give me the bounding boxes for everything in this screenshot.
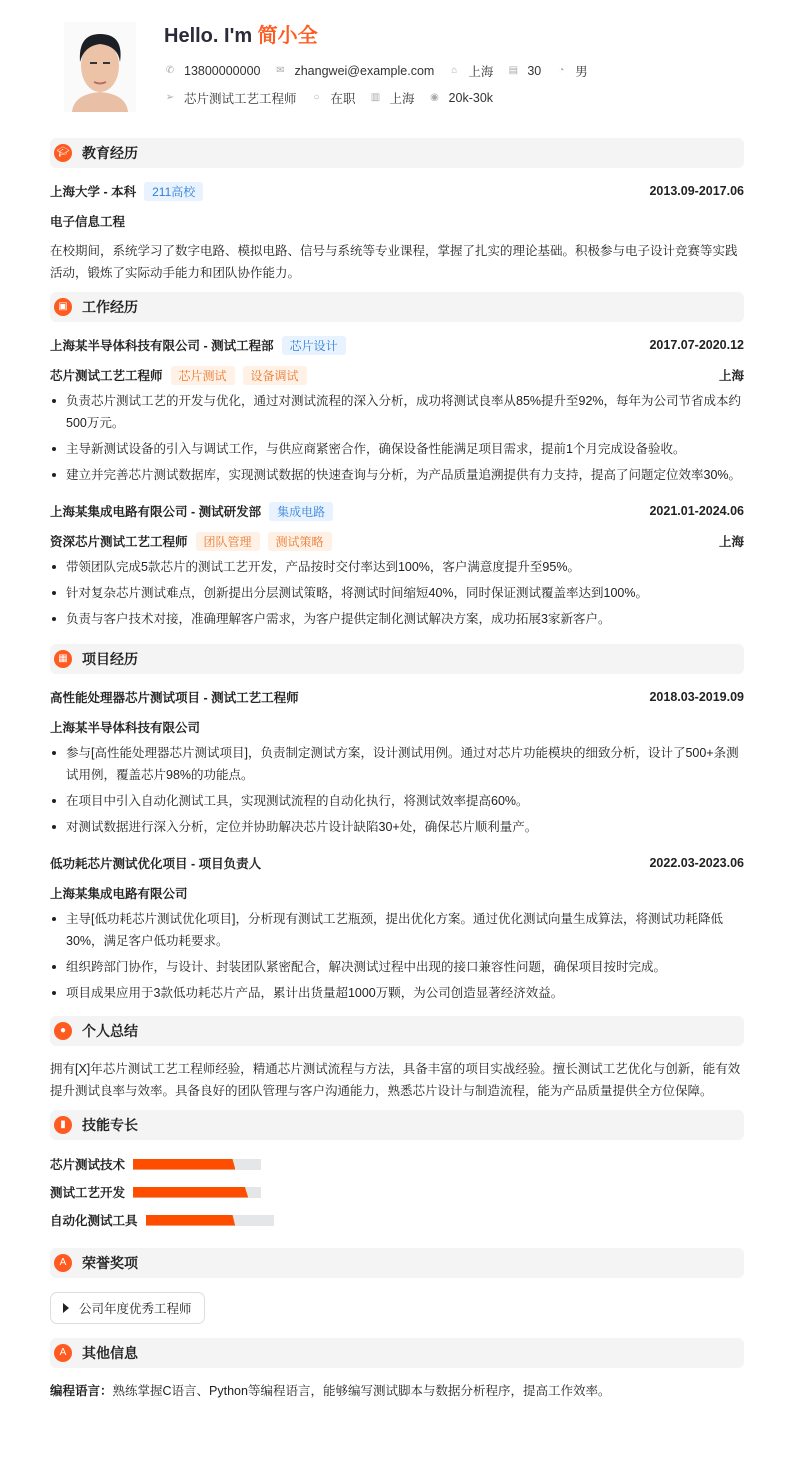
company-tag: 集成电路: [269, 502, 333, 521]
list-item: 参与[高性能处理器芯片测试项目]，负责制定测试方案，设计测试用例。通过对芯片功能模块的细致分析，设计了500+条测试用例，覆盖芯片98%的功能点。: [50, 742, 744, 786]
avatar: [64, 22, 136, 112]
greeting-heading: Hello. I'm 简小全: [164, 25, 318, 47]
status-icon: ○: [313, 92, 320, 103]
list-item: 针对复杂芯片测试难点，创新提出分层测试策略，将测试时间缩短40%，同时保证测试覆盖率达到100%。: [50, 582, 744, 604]
list-item: 对测试数据进行深入分析，定位并协助解决芯片设计缺陷30+处，确保芯片顺利量产。: [50, 816, 744, 838]
skill-bar: [133, 1159, 261, 1170]
section-summary: ● 个人总结: [50, 1016, 744, 1046]
status: 在职: [330, 92, 356, 106]
project-entry: [50, 682, 744, 838]
user-icon: ●: [54, 1022, 72, 1040]
edu-desc: 在校期间，系统学习了数字电路、模拟电路、信号与系统等专业课程，掌握了扎实的理论基础。积极参与电子设计竞赛等实践活动，锻炼了实际动手能力和团队协作能力。: [50, 244, 738, 280]
role-tag: 设备调试: [243, 366, 307, 385]
mail-icon: ✉: [276, 65, 285, 76]
school: 上海大学 - 本科: [50, 185, 137, 199]
award-icon: A: [54, 1254, 72, 1272]
skill-name: 芯片测试技术: [50, 1158, 126, 1172]
project-date: 2022.03-2023.06: [649, 856, 744, 870]
school-tag: 211高校: [144, 182, 203, 201]
role-tag: 团队管理: [196, 532, 260, 551]
skill-bar-fill: [133, 1187, 248, 1198]
company-tag: 芯片设计: [282, 336, 346, 355]
age: 30: [527, 64, 542, 78]
list-item: 负责芯片测试工艺的开发与优化，通过对测试流程的深入分析，成功将测试良率从85%提升至92%，每年为公司节省成本约500万元。: [50, 390, 744, 434]
role: 芯片测试工艺工程师: [50, 369, 163, 383]
job-intent-row: [164, 89, 507, 107]
work-city: 上海: [718, 369, 744, 383]
skill-item: [50, 1178, 403, 1206]
candidate-name: 简小全: [257, 25, 318, 47]
major: 电子信息工程: [50, 215, 126, 229]
work-city: 上海: [389, 92, 415, 106]
salary-icon: ◉: [430, 92, 439, 103]
work-date: 2021.01-2024.06: [649, 504, 744, 518]
skill-name: 自动化测试工具: [50, 1214, 138, 1228]
list-item: 带领团队完成5款芯片的测试工艺开发，产品按时交付率达到100%，客户满意度提升至95%。: [50, 556, 744, 578]
project-company: 上海某集成电路有限公司: [50, 887, 188, 901]
list-item: 主导新测试设备的引入与调试工作，与供应商紧密合作，确保设备性能满足项目需求，提前1个月完成设备验收。: [50, 438, 744, 460]
company: 上海某集成电路有限公司 - 测试研发部: [50, 505, 262, 519]
gender: 男: [575, 65, 588, 79]
project-entry: [50, 848, 744, 1004]
position: 芯片测试工艺工程师: [184, 92, 297, 106]
award-item[interactable]: 公司年度优秀工程师: [50, 1292, 205, 1324]
building-icon: ▥: [370, 92, 381, 103]
project-name: 低功耗芯片测试优化项目 - 项目负责人: [50, 857, 262, 871]
cake-icon: ▤: [508, 65, 519, 76]
phone: 13800000000: [184, 64, 261, 78]
info-icon: A: [54, 1344, 72, 1362]
summary-text: 拥有[X]年芯片测试工艺工程师经验，精通芯片测试流程与方法，具备丰富的项目实战经验。擅长测试工艺优化与创新，能有效提升测试良率与效率。具备良好的团队管理与客户沟通能力，熟悉芯片设计与制造流程，能为产品质量提供全方位保障。: [50, 1062, 741, 1098]
briefcase-icon: ▣: [54, 298, 72, 316]
project-company: 上海某半导体科技有限公司: [50, 721, 201, 735]
caret-right-icon: [63, 1303, 69, 1313]
send-icon: ➢: [165, 92, 175, 103]
list-item: 项目成果应用于3款低功耗芯片产品，累计出货量超1000万颗，为公司创造显著经济效益。: [50, 982, 744, 1004]
skill-item: [50, 1206, 403, 1234]
section-projects: ▦ 项目经历: [50, 644, 744, 674]
company: 上海某半导体科技有限公司 - 测试工程部: [50, 339, 274, 353]
email: zhangwei@example.com: [294, 64, 435, 78]
resume-header: [50, 0, 744, 130]
graduation-cap-icon: 🎓︎: [54, 144, 72, 162]
edu-date: 2013.09-2017.06: [649, 184, 744, 198]
section-skills: ▮ 技能专长: [50, 1110, 744, 1140]
skill-bar-fill: [146, 1215, 236, 1226]
work-entry: [50, 496, 744, 630]
project-date: 2018.03-2019.09: [649, 690, 744, 704]
role-tag: 测试策略: [268, 532, 332, 551]
other-info: 编程语言：熟练掌握C语言、Python等编程语言，能够编写测试脚本与数据分析程序，提高工作效率。: [50, 1384, 611, 1398]
list-item: 在项目中引入自动化测试工具，实现测试流程的自动化执行，将测试效率提高60%。: [50, 790, 744, 812]
list-item: 主导[低功耗芯片测试优化项目]，分析现有测试工艺瓶颈，提出优化方案。通过优化测试向量生成算法，将测试功耗降低30%，满足客户低功耗要求。: [50, 908, 744, 952]
list-item: 负责与客户技术对接，准确理解客户需求，为客户提供定制化测试解决方案，成功拓展3家新客户。: [50, 608, 744, 630]
skill-bar-fill: [133, 1159, 235, 1170]
role-tag: 芯片测试: [171, 366, 235, 385]
skill-bar: [133, 1187, 261, 1198]
phone-icon: ✆: [165, 65, 175, 76]
salary: 20k-30k: [448, 91, 494, 105]
project-name: 高性能处理器芯片测试项目 - 测试工艺工程师: [50, 691, 299, 705]
work-city: 上海: [718, 535, 744, 549]
skill-item: [50, 1150, 403, 1178]
skill-bar: [146, 1215, 274, 1226]
section-education: 🎓︎ 教育经历: [50, 138, 744, 168]
work-entry: [50, 330, 744, 486]
bar-chart-icon: ▮: [54, 1116, 72, 1134]
grid-icon: ▦: [54, 650, 72, 668]
contact-row: [164, 62, 602, 80]
role: 资深芯片测试工艺工程师: [50, 535, 188, 549]
list-item: 组织跨部门协作，与设计、封装团队紧密配合，解决测试过程中出现的接口兼容性问题，确保项目按时完成。: [50, 956, 744, 978]
section-work: ▣ 工作经历: [50, 292, 744, 322]
skill-name: 测试工艺开发: [50, 1186, 126, 1200]
list-item: 建立并完善芯片测试数据库，实现测试数据的快速查询与分析，为产品质量追溯提供有力支持，提高了问题定位效率30%。: [50, 464, 744, 486]
work-date: 2017.07-2020.12: [649, 338, 744, 352]
home-icon: ⌂: [451, 65, 458, 76]
section-awards: A 荣誉奖项: [50, 1248, 744, 1278]
city: 上海: [468, 65, 494, 79]
gender-icon: ◔: [558, 65, 565, 76]
section-other: A 其他信息: [50, 1338, 744, 1368]
